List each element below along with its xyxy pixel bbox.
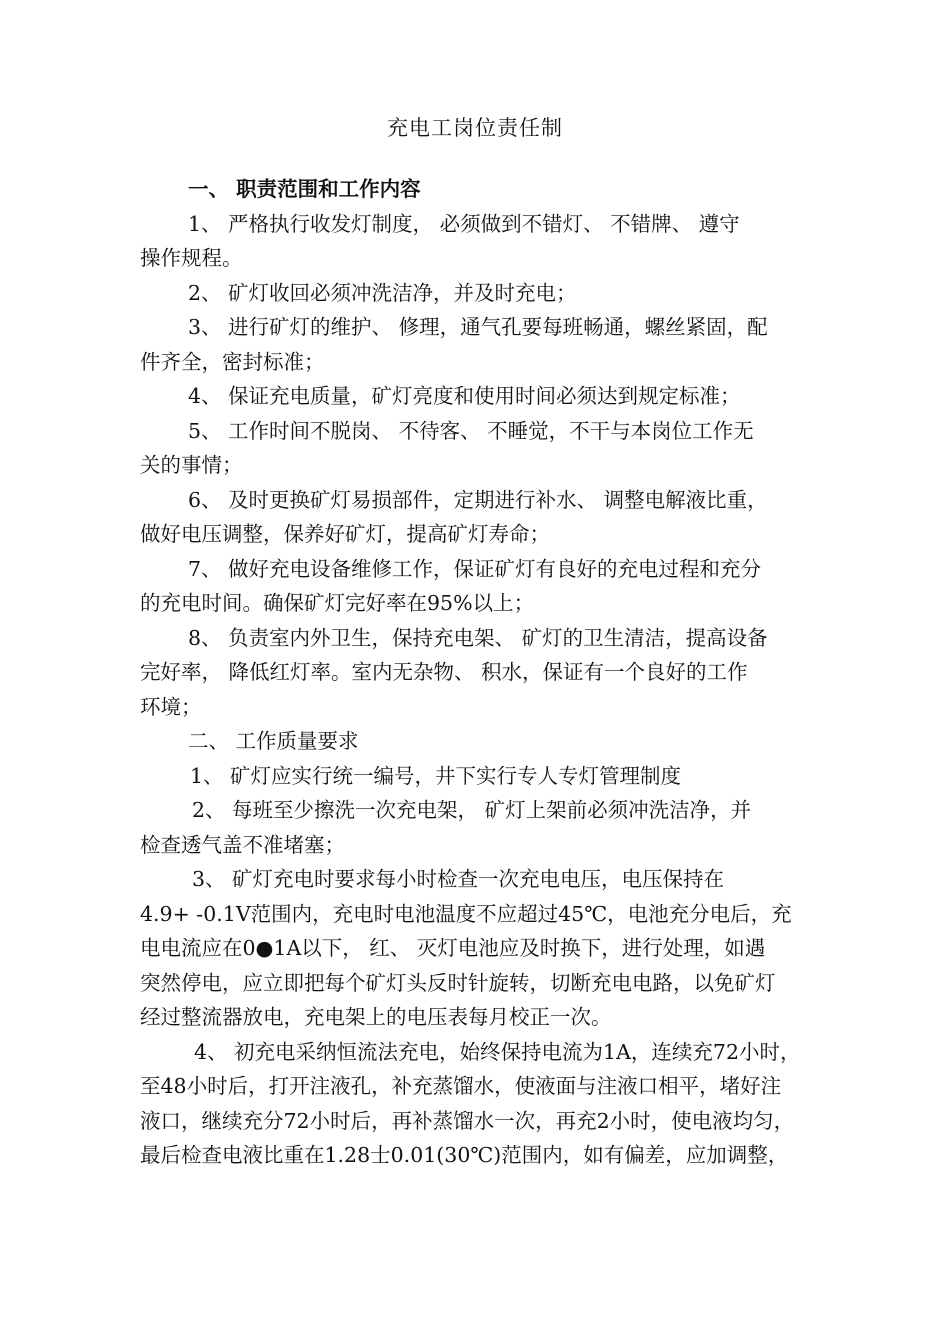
paragraph-line: 的充电时间。确保矿灯完好率在95%以上； [140,591,535,615]
paragraph-line: 最后检查电液比重在1.28士0.01(30℃)范围内，如有偏差，应加调整， [140,1143,789,1167]
paragraph-line: 件齐全，密封标准； [140,349,325,374]
document-title: 充电工岗位责任制 [387,116,563,140]
paragraph-line: 4.9+ -0.1V范围内，充电时电池温度不应超过45℃，电池充分电后，充 [140,901,792,926]
paragraph-line: 关的事情； [140,453,243,477]
paragraph-line: 4、 保证充电质量，矿灯亮度和使用时间必须达到规定标准； [188,384,741,408]
paragraph-line: 3、 矿灯充电时要求每小时检查一次充电电压，电压保持在 [192,867,725,891]
paragraph-line: 电电流应在0●1A以下， 红、 灭灯电池应及时换下，进行处理，如遇 [140,936,766,960]
paragraph-line: 5、 工作时间不脱岗、 不待客、 不睡觉，不干与本岗位工作无 [188,418,754,443]
paragraph-line: 操作规程。 [140,246,243,270]
paragraph-line: 检查透气盖不准堵塞； [140,832,345,857]
paragraph-line: 环境； [140,694,202,719]
paragraph-line: 2、 每班至少擦洗一次充电架， 矿灯上架前必须冲洗洁净，并 [192,798,752,822]
paragraph-line: 突然停电，应立即把每个矿灯头反时针旋转，切断充电电路，以免矿灯 [140,970,776,995]
paragraph-line: 8、 负责室内外卫生，保持充电架、 矿灯的卫生清洁，提高设备 [188,625,768,650]
paragraph-line: 6、 及时更换矿灯易损部件，定期进行补水、 调整电解液比重， [188,487,768,512]
paragraph-line: 1、 严格执行收发灯制度， 必须做到不错灯、 不错牌、 遵守 [188,211,740,236]
paragraph-line: 4、 初充电采纳恒流法充电，始终保持电流为1A，连续充72小时， [194,1039,801,1064]
document-body [140,172,830,1173]
paragraph-line: 液口，继续充分72小时后，再补蒸馏水一次，再充2小时，使电液均匀， [140,1108,795,1133]
paragraph-line: 3、 进行矿灯的维护、 修理，通气孔要每班畅通，螺丝紧固，配 [188,315,768,339]
paragraph-line: 经过整流器放电，充电架上的电压表每月校正一次。 [140,1005,612,1029]
paragraph-line: 1、 矿灯应实行统一编号，井下实行专人专灯管理制度 [190,763,682,788]
paragraph-line: 完好率， 降低红灯率。室内无杂物、 积水，保证有一个良好的工作 [140,660,748,684]
section-heading-responsibilities: 一、 职责范围和工作内容 [188,177,421,201]
paragraph-line: 2、 矿灯收回必须冲洗洁净，并及时充电； [188,280,577,305]
paragraph-line: 7、 做好充电设备维修工作，保证矿灯有良好的充电过程和充分 [188,556,762,581]
paragraph-line: 至48小时后，打开注液孔，补充蒸馏水，使液面与注液口相平，堵好注 [140,1074,782,1098]
section-heading-quality: 二、 工作质量要求 [188,729,359,753]
paragraph-line: 做好电压调整，保养好矿灯，提高矿灯寿命； [140,522,550,546]
